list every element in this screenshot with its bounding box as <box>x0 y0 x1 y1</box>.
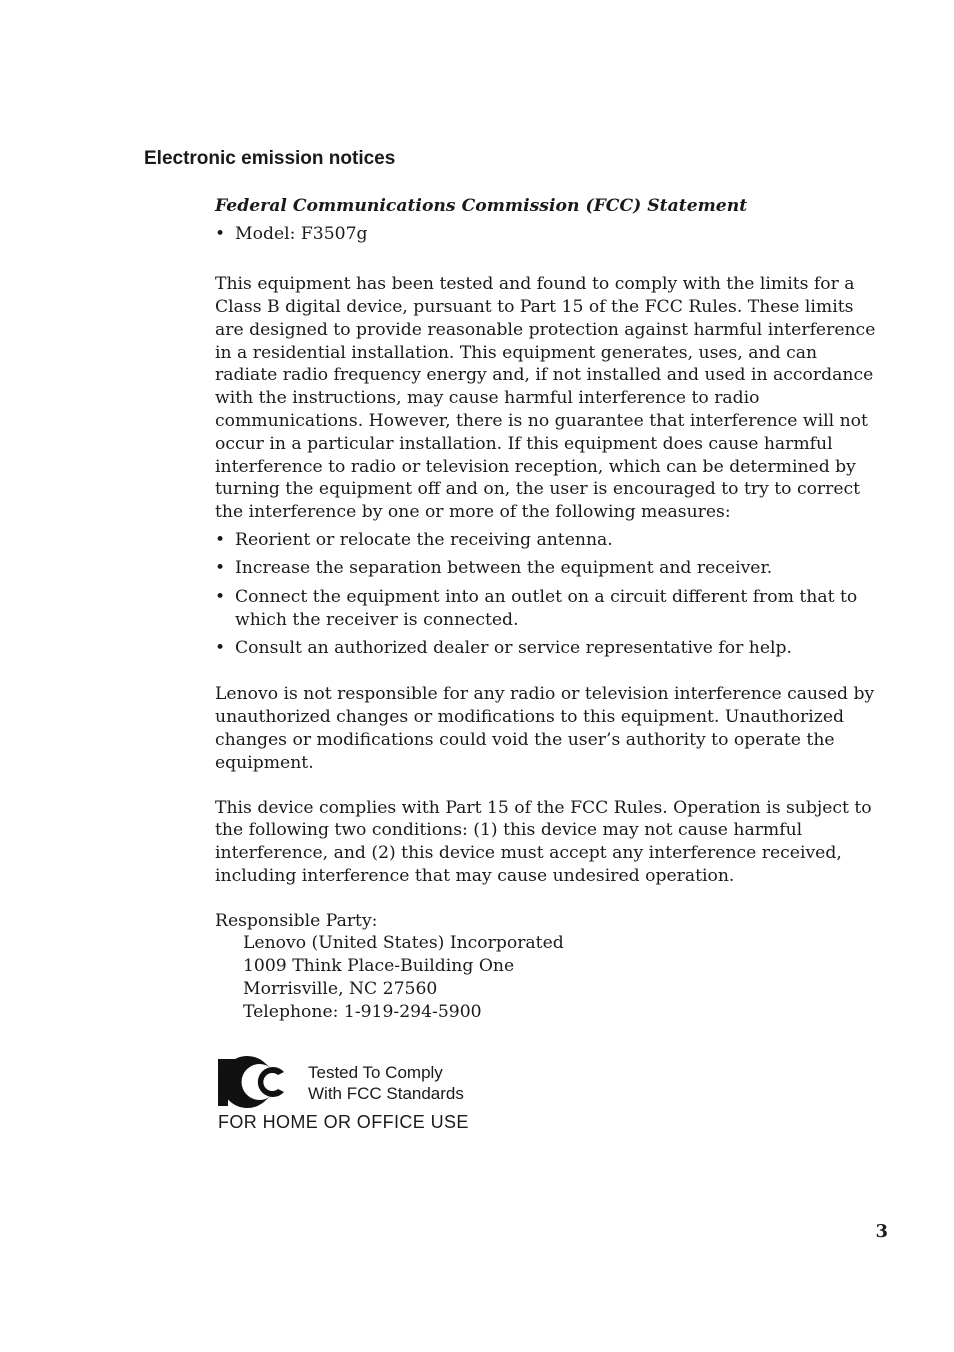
fcc-tagline-line: Tested To Comply <box>308 1063 443 1082</box>
part15-paragraph: This device complies with Part 15 of the FCC Rules. Operation is subject to the following two conditions: (1) this device may not cause harmful interference, and (2) this device must accept any interference received, including interference that may cause undesired operation. <box>215 797 872 886</box>
fcc-tagline <box>308 1062 464 1104</box>
measure-text: Reorient or relocate the receiving antenna. <box>235 529 613 550</box>
document-body <box>215 195 883 1024</box>
list-item <box>215 637 883 660</box>
responsible-party-label: Responsible Party: <box>215 910 378 931</box>
address-line: Lenovo (United States) Incorporated <box>243 933 564 954</box>
address-line: Morrisville, NC 27560 <box>243 979 438 1000</box>
measure-text: Increase the separation between the equipment and receiver. <box>235 558 773 579</box>
fcc-use-label: FOR HOME OR OFFICE USE <box>218 1112 469 1132</box>
compliance-paragraph: This equipment has been tested and found to comply with the limits for a Class B digital device, pursuant to Part 15 of the FCC Rules. These limits are designed to provide reasonable protection against harmful interference in a residential installation. This equipment generates, uses, and can radiate radio frequency energy and, if not installed and used in accordance with the instructions, may cause harmful interference to radio communications. However, there is no guarantee that interference will not occur in a particular installation. If this equipment does cause harmful interference to radio or television reception, which can be determined by turning the equipment off and on, the user is encouraged to try to correct the interference by one or more of the following measures: <box>215 274 876 523</box>
bullet-icon: • <box>215 558 226 579</box>
fcc-logo-block <box>218 1056 518 1140</box>
bullet-icon: • <box>215 637 226 658</box>
address-line: 1009 Think Place-Building One <box>243 956 515 977</box>
page-number: 3 <box>875 1221 888 1242</box>
list-item <box>215 557 883 580</box>
measures-list <box>215 529 883 660</box>
list-item <box>215 586 883 632</box>
responsibility-paragraph: Lenovo is not responsible for any radio or television interference caused by unauthorized changes or modifications to this equipment. Unauthorized changes or modifications could void the user’s authority to operate the equipment. <box>215 684 875 773</box>
bullet-icon: • <box>215 529 226 550</box>
responsible-party-address <box>215 932 883 1023</box>
fcc-logo-icon <box>218 1056 290 1108</box>
measure-text: Connect the equipment into an outlet on a circuit different from that to which the receiver is connected. <box>235 586 858 630</box>
model-text: Model: F3507g <box>235 223 368 244</box>
list-item <box>215 223 883 246</box>
measure-text: Consult an authorized dealer or service representative for help. <box>235 637 792 658</box>
bullet-icon: • <box>215 223 226 244</box>
responsible-party <box>215 910 883 1024</box>
address-line: Telephone: 1-919-294-5900 <box>243 1001 482 1022</box>
fcc-tagline-line: With FCC Standards <box>308 1084 464 1103</box>
fcc-statement-title: Federal Communications Commission (FCC) Statement <box>215 196 748 216</box>
model-list <box>215 223 883 246</box>
section-heading: Electronic emission notices <box>144 148 396 169</box>
bullet-icon: • <box>215 586 226 607</box>
list-item <box>215 529 883 552</box>
